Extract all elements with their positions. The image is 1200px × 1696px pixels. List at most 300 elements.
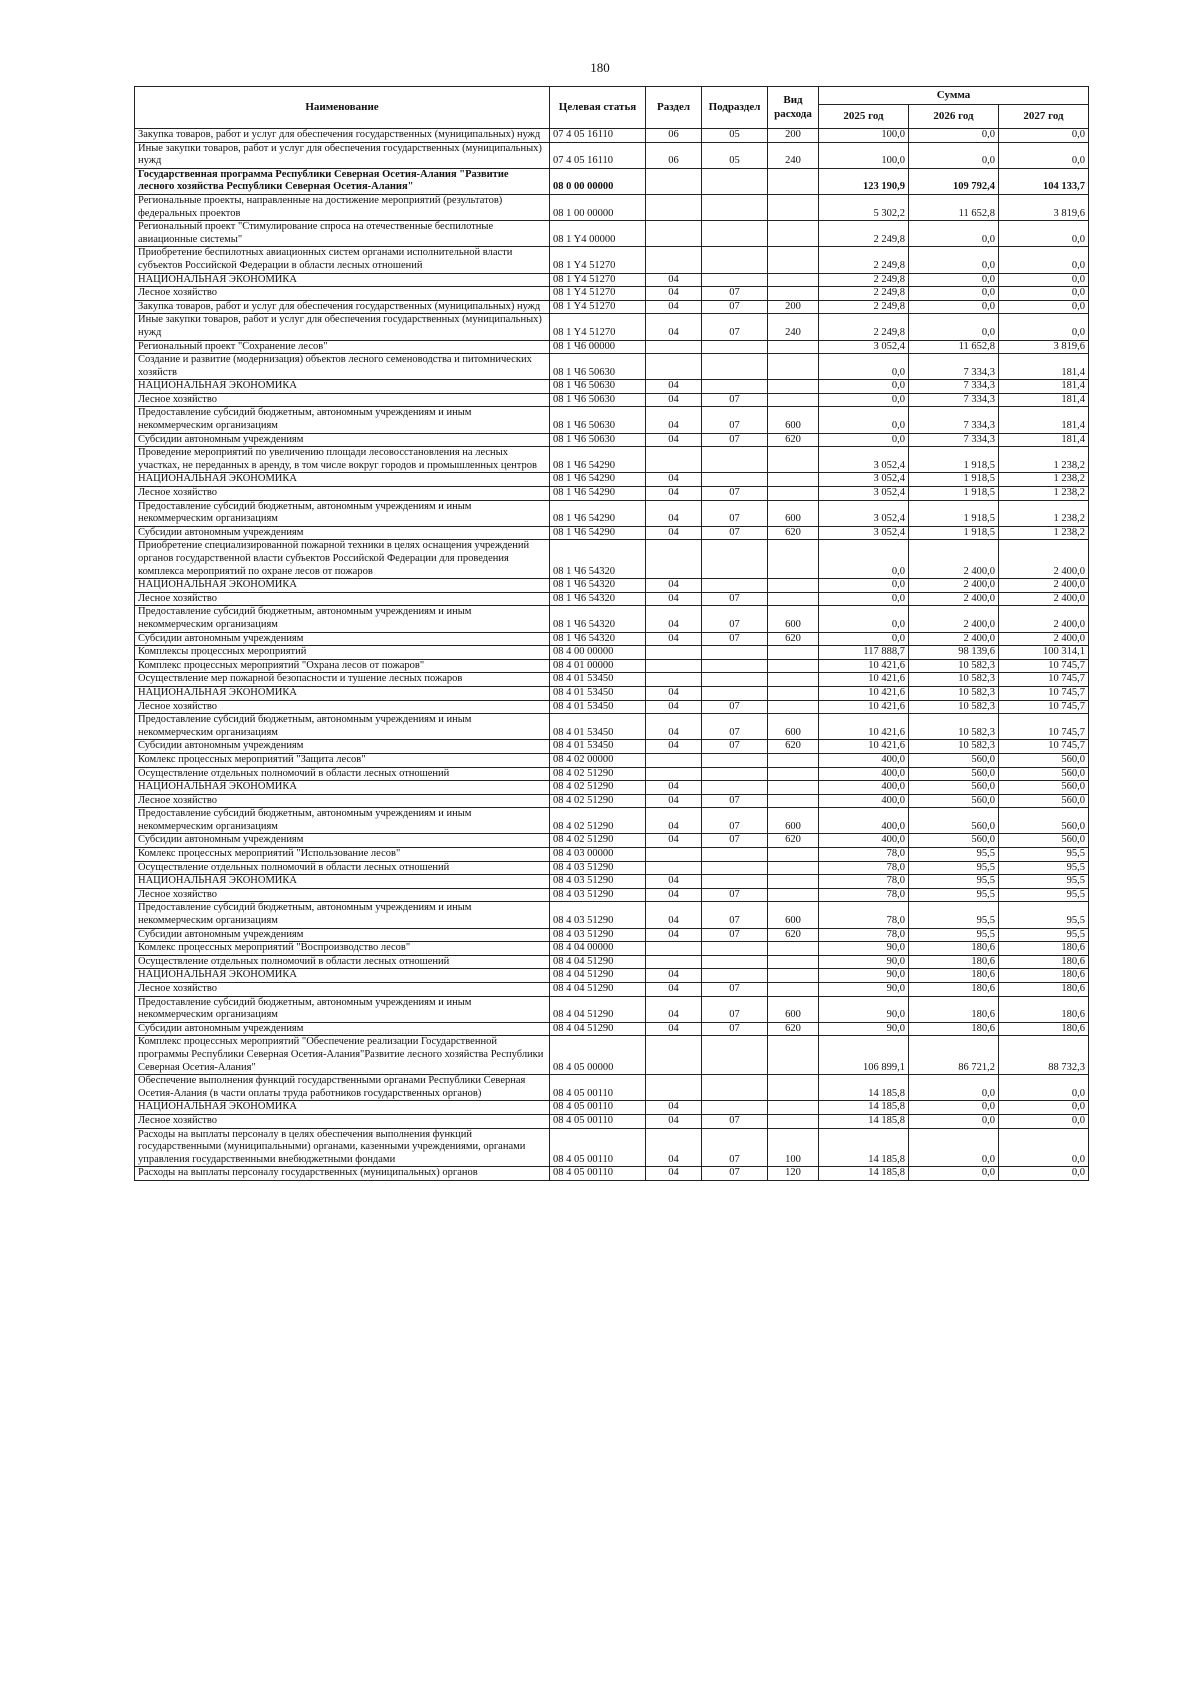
row-section: 04 — [646, 526, 702, 540]
row-sum-2025: 90,0 — [819, 969, 909, 983]
row-name: Лесное хозяйство — [135, 794, 550, 808]
row-sum-2025: 123 190,9 — [819, 168, 909, 194]
row-section: 04 — [646, 433, 702, 447]
row-name: Комлекс процессных мероприятий "Использование лесов" — [135, 848, 550, 862]
row-sum-2025: 0,0 — [819, 433, 909, 447]
row-sum-2026: 0,0 — [909, 300, 999, 314]
row-target: 08 4 01 53450 — [550, 673, 646, 687]
col-header-exp-type: Вид расхода — [768, 87, 819, 129]
row-name: Предоставление субсидий бюджетным, автономным учреждениям и иным некоммерческим организациям — [135, 808, 550, 834]
row-subsection: 07 — [702, 928, 768, 942]
row-subsection: 07 — [702, 1128, 768, 1167]
table-row — [135, 848, 1089, 862]
row-sum-2025: 78,0 — [819, 902, 909, 928]
row-sum-2026: 0,0 — [909, 1075, 999, 1101]
row-sum-2025: 400,0 — [819, 834, 909, 848]
table-row — [135, 969, 1089, 983]
row-name: Лесное хозяйство — [135, 487, 550, 501]
row-sum-2027: 95,5 — [999, 848, 1089, 862]
row-section — [646, 247, 702, 273]
row-name: Приобретение специализированной пожарной техники в целях оснащения учреждений органов государственной власти субъектов Российской Федерации для проведения комплекса мероприятий по охране лесов от пожаров — [135, 540, 550, 579]
row-section: 04 — [646, 794, 702, 808]
row-subsection — [702, 646, 768, 660]
table-row — [135, 447, 1089, 473]
row-sum-2025: 0,0 — [819, 606, 909, 632]
row-sum-2027: 181,4 — [999, 380, 1089, 394]
col-header-name: Наименование — [135, 87, 550, 129]
row-exp-type: 620 — [768, 1022, 819, 1036]
row-target: 08 4 01 53450 — [550, 700, 646, 714]
table-row — [135, 632, 1089, 646]
row-target: 08 4 03 00000 — [550, 848, 646, 862]
row-name: Комлекс процессных мероприятий "Воспроизводство лесов" — [135, 942, 550, 956]
row-sum-2025: 2 249,8 — [819, 221, 909, 247]
row-sum-2025: 14 185,8 — [819, 1167, 909, 1181]
row-exp-type — [768, 1075, 819, 1101]
row-section: 04 — [646, 1022, 702, 1036]
row-sum-2027: 2 400,0 — [999, 592, 1089, 606]
row-sum-2026: 11 652,8 — [909, 340, 999, 354]
row-section — [646, 1036, 702, 1075]
row-subsection — [702, 194, 768, 220]
row-name: НАЦИОНАЛЬНАЯ ЭКОНОМИКА — [135, 1101, 550, 1115]
row-exp-type — [768, 942, 819, 956]
row-subsection: 05 — [702, 129, 768, 143]
table-row — [135, 714, 1089, 740]
row-sum-2025: 100,0 — [819, 142, 909, 168]
row-subsection — [702, 673, 768, 687]
row-sum-2025: 0,0 — [819, 540, 909, 579]
row-sum-2027: 0,0 — [999, 287, 1089, 301]
table-body — [135, 129, 1089, 1181]
row-sum-2026: 0,0 — [909, 129, 999, 143]
row-subsection — [702, 340, 768, 354]
row-exp-type — [768, 1114, 819, 1128]
row-name: Субсидии автономным учреждениям — [135, 834, 550, 848]
row-sum-2025: 14 185,8 — [819, 1114, 909, 1128]
table-row — [135, 902, 1089, 928]
row-sum-2027: 0,0 — [999, 142, 1089, 168]
budget-table — [134, 86, 1089, 1181]
table-row — [135, 700, 1089, 714]
row-section: 04 — [646, 808, 702, 834]
row-sum-2025: 2 249,8 — [819, 314, 909, 340]
row-exp-type: 620 — [768, 928, 819, 942]
row-subsection: 07 — [702, 592, 768, 606]
row-sum-2026: 180,6 — [909, 955, 999, 969]
row-sum-2025: 90,0 — [819, 942, 909, 956]
row-sum-2026: 560,0 — [909, 767, 999, 781]
row-section: 04 — [646, 314, 702, 340]
row-name: Комплекс процессных мероприятий "Обеспечение реализации Государственной программы Республики Северная Осетия-Алания"Развитие лесного хозяйства Республики Северная Осетия-Алания" — [135, 1036, 550, 1075]
row-sum-2026: 10 582,3 — [909, 740, 999, 754]
row-sum-2025: 2 249,8 — [819, 247, 909, 273]
row-exp-type — [768, 1101, 819, 1115]
row-exp-type: 600 — [768, 808, 819, 834]
row-sum-2025: 0,0 — [819, 393, 909, 407]
row-subsection: 07 — [702, 526, 768, 540]
row-sum-2026: 0,0 — [909, 247, 999, 273]
row-sum-2026: 7 334,3 — [909, 433, 999, 447]
row-section: 04 — [646, 300, 702, 314]
row-target: 08 1 Ч6 54320 — [550, 606, 646, 632]
table-row — [135, 875, 1089, 889]
row-sum-2027: 0,0 — [999, 129, 1089, 143]
row-exp-type: 240 — [768, 314, 819, 340]
row-subsection — [702, 354, 768, 380]
table-row — [135, 767, 1089, 781]
row-sum-2025: 100,0 — [819, 129, 909, 143]
row-exp-type — [768, 983, 819, 997]
row-sum-2027: 0,0 — [999, 300, 1089, 314]
row-exp-type — [768, 380, 819, 394]
row-section — [646, 221, 702, 247]
row-sum-2026: 0,0 — [909, 1167, 999, 1181]
row-subsection — [702, 1036, 768, 1075]
row-sum-2026: 1 918,5 — [909, 500, 999, 526]
row-subsection: 07 — [702, 808, 768, 834]
row-target: 08 4 02 51290 — [550, 767, 646, 781]
row-subsection: 07 — [702, 1022, 768, 1036]
table-row — [135, 380, 1089, 394]
table-row — [135, 808, 1089, 834]
table-row — [135, 1075, 1089, 1101]
row-name: Иные закупки товаров, работ и услуг для обеспечения государственных (муниципальных) нужд — [135, 142, 550, 168]
row-target: 08 4 03 51290 — [550, 888, 646, 902]
row-exp-type — [768, 848, 819, 862]
row-subsection — [702, 781, 768, 795]
row-subsection: 07 — [702, 888, 768, 902]
row-section: 04 — [646, 473, 702, 487]
row-subsection — [702, 447, 768, 473]
row-name: Субсидии автономным учреждениям — [135, 928, 550, 942]
row-subsection — [702, 1101, 768, 1115]
row-name: Осуществление отдельных полномочий в области лесных отношений — [135, 767, 550, 781]
row-sum-2026: 10 582,3 — [909, 673, 999, 687]
row-section: 04 — [646, 500, 702, 526]
row-sum-2027: 3 819,6 — [999, 194, 1089, 220]
row-subsection — [702, 273, 768, 287]
row-sum-2025: 14 185,8 — [819, 1101, 909, 1115]
row-section: 04 — [646, 686, 702, 700]
row-exp-type — [768, 781, 819, 795]
row-subsection: 07 — [702, 740, 768, 754]
row-target: 08 1 Y4 51270 — [550, 247, 646, 273]
row-sum-2026: 180,6 — [909, 983, 999, 997]
row-sum-2027: 0,0 — [999, 1167, 1089, 1181]
row-exp-type — [768, 354, 819, 380]
table-row — [135, 487, 1089, 501]
row-name: НАЦИОНАЛЬНАЯ ЭКОНОМИКА — [135, 686, 550, 700]
row-sum-2025: 10 421,6 — [819, 700, 909, 714]
row-target: 08 1 Ч6 54320 — [550, 579, 646, 593]
row-sum-2027: 180,6 — [999, 969, 1089, 983]
row-exp-type: 620 — [768, 834, 819, 848]
col-header-subsection: Подраздел — [702, 87, 768, 129]
row-section: 04 — [646, 781, 702, 795]
row-sum-2027: 10 745,7 — [999, 673, 1089, 687]
col-header-2027: 2027 год — [999, 105, 1089, 129]
row-sum-2027: 560,0 — [999, 753, 1089, 767]
row-sum-2027: 0,0 — [999, 247, 1089, 273]
row-exp-type — [768, 247, 819, 273]
row-sum-2026: 2 400,0 — [909, 540, 999, 579]
row-subsection: 07 — [702, 834, 768, 848]
row-name: Лесное хозяйство — [135, 700, 550, 714]
row-target: 08 4 03 51290 — [550, 875, 646, 889]
row-exp-type: 120 — [768, 1167, 819, 1181]
row-exp-type — [768, 393, 819, 407]
row-sum-2025: 400,0 — [819, 753, 909, 767]
row-sum-2026: 1 918,5 — [909, 473, 999, 487]
row-subsection — [702, 1075, 768, 1101]
row-sum-2026: 7 334,3 — [909, 393, 999, 407]
row-sum-2027: 95,5 — [999, 928, 1089, 942]
row-sum-2027: 95,5 — [999, 875, 1089, 889]
row-subsection: 07 — [702, 314, 768, 340]
row-target: 08 1 Ч6 50630 — [550, 393, 646, 407]
row-sum-2026: 2 400,0 — [909, 579, 999, 593]
row-sum-2026: 560,0 — [909, 808, 999, 834]
row-section: 06 — [646, 129, 702, 143]
row-sum-2026: 109 792,4 — [909, 168, 999, 194]
row-section: 04 — [646, 700, 702, 714]
row-sum-2026: 180,6 — [909, 969, 999, 983]
row-name: Субсидии автономным учреждениям — [135, 632, 550, 646]
row-section: 04 — [646, 1167, 702, 1181]
row-name: НАЦИОНАЛЬНАЯ ЭКОНОМИКА — [135, 969, 550, 983]
row-name: НАЦИОНАЛЬНАЯ ЭКОНОМИКА — [135, 273, 550, 287]
row-sum-2025: 78,0 — [819, 848, 909, 862]
row-target: 08 4 01 00000 — [550, 659, 646, 673]
table-row — [135, 526, 1089, 540]
row-sum-2027: 180,6 — [999, 1022, 1089, 1036]
row-target: 08 1 Ч6 54290 — [550, 487, 646, 501]
row-section: 04 — [646, 1114, 702, 1128]
row-sum-2025: 0,0 — [819, 354, 909, 380]
row-sum-2026: 10 582,3 — [909, 714, 999, 740]
row-target: 08 1 Y4 51270 — [550, 287, 646, 301]
row-sum-2026: 7 334,3 — [909, 354, 999, 380]
row-section: 04 — [646, 928, 702, 942]
row-name: Комлекс процессных мероприятий "Защита лесов" — [135, 753, 550, 767]
row-target: 08 4 01 53450 — [550, 714, 646, 740]
row-sum-2025: 78,0 — [819, 888, 909, 902]
table-row — [135, 540, 1089, 579]
row-subsection: 07 — [702, 1167, 768, 1181]
row-section — [646, 673, 702, 687]
row-target: 08 4 02 51290 — [550, 794, 646, 808]
row-sum-2026: 95,5 — [909, 861, 999, 875]
row-sum-2027: 10 745,7 — [999, 686, 1089, 700]
row-section — [646, 955, 702, 969]
row-section: 04 — [646, 902, 702, 928]
row-sum-2026: 180,6 — [909, 996, 999, 1022]
row-exp-type — [768, 273, 819, 287]
row-exp-type — [768, 686, 819, 700]
row-section: 04 — [646, 287, 702, 301]
row-sum-2025: 10 421,6 — [819, 659, 909, 673]
row-exp-type: 620 — [768, 526, 819, 540]
row-exp-type: 620 — [768, 433, 819, 447]
row-section: 04 — [646, 606, 702, 632]
row-target: 08 1 Ч6 54320 — [550, 632, 646, 646]
row-sum-2025: 78,0 — [819, 875, 909, 889]
row-name: Предоставление субсидий бюджетным, автономным учреждениям и иным некоммерческим организациям — [135, 407, 550, 433]
row-name: Комплекс процессных мероприятий "Охрана лесов от пожаров" — [135, 659, 550, 673]
table-row — [135, 686, 1089, 700]
row-subsection: 07 — [702, 407, 768, 433]
row-subsection — [702, 969, 768, 983]
row-subsection: 07 — [702, 996, 768, 1022]
row-sum-2027: 0,0 — [999, 1128, 1089, 1167]
row-name: Субсидии автономным учреждениям — [135, 526, 550, 540]
row-target: 08 1 Ч6 50630 — [550, 354, 646, 380]
col-header-2026: 2026 год — [909, 105, 999, 129]
row-subsection — [702, 848, 768, 862]
row-sum-2027: 0,0 — [999, 314, 1089, 340]
row-subsection — [702, 540, 768, 579]
row-sum-2027: 180,6 — [999, 955, 1089, 969]
row-sum-2025: 3 052,4 — [819, 447, 909, 473]
row-sum-2027: 0,0 — [999, 1101, 1089, 1115]
row-exp-type: 620 — [768, 740, 819, 754]
row-section — [646, 447, 702, 473]
row-sum-2026: 2 400,0 — [909, 632, 999, 646]
row-subsection: 07 — [702, 700, 768, 714]
row-target: 08 1 Ч6 54290 — [550, 526, 646, 540]
row-target: 08 4 04 51290 — [550, 983, 646, 997]
row-sum-2027: 95,5 — [999, 888, 1089, 902]
row-section: 04 — [646, 380, 702, 394]
table-row — [135, 983, 1089, 997]
row-sum-2026: 95,5 — [909, 848, 999, 862]
row-target: 08 4 04 00000 — [550, 942, 646, 956]
row-sum-2025: 14 185,8 — [819, 1075, 909, 1101]
table-row — [135, 273, 1089, 287]
row-section: 04 — [646, 834, 702, 848]
row-exp-type — [768, 221, 819, 247]
table-row — [135, 753, 1089, 767]
row-name: Региональный проект "Сохранение лесов" — [135, 340, 550, 354]
row-sum-2026: 0,0 — [909, 1114, 999, 1128]
row-subsection — [702, 767, 768, 781]
row-name: НАЦИОНАЛЬНАЯ ЭКОНОМИКА — [135, 781, 550, 795]
row-sum-2027: 100 314,1 — [999, 646, 1089, 660]
row-exp-type — [768, 592, 819, 606]
row-exp-type — [768, 969, 819, 983]
table-row — [135, 473, 1089, 487]
row-sum-2027: 1 238,2 — [999, 500, 1089, 526]
row-target: 08 1 Y4 00000 — [550, 221, 646, 247]
row-sum-2025: 78,0 — [819, 928, 909, 942]
row-section: 04 — [646, 487, 702, 501]
row-subsection — [702, 168, 768, 194]
row-exp-type — [768, 875, 819, 889]
row-target: 08 1 Ч6 54290 — [550, 447, 646, 473]
row-subsection: 07 — [702, 300, 768, 314]
row-target: 08 4 03 51290 — [550, 902, 646, 928]
row-sum-2025: 106 899,1 — [819, 1036, 909, 1075]
row-sum-2026: 0,0 — [909, 1101, 999, 1115]
row-target: 08 1 Ч6 50630 — [550, 380, 646, 394]
row-section: 04 — [646, 393, 702, 407]
row-section — [646, 194, 702, 220]
row-sum-2027: 2 400,0 — [999, 540, 1089, 579]
row-sum-2026: 1 918,5 — [909, 526, 999, 540]
row-sum-2025: 90,0 — [819, 1022, 909, 1036]
row-sum-2027: 0,0 — [999, 1075, 1089, 1101]
row-sum-2025: 2 249,8 — [819, 300, 909, 314]
table-row — [135, 1128, 1089, 1167]
row-exp-type — [768, 861, 819, 875]
row-exp-type: 600 — [768, 996, 819, 1022]
row-exp-type: 600 — [768, 500, 819, 526]
row-sum-2026: 7 334,3 — [909, 380, 999, 394]
row-sum-2027: 2 400,0 — [999, 606, 1089, 632]
row-sum-2026: 180,6 — [909, 942, 999, 956]
table-row — [135, 354, 1089, 380]
row-target: 08 1 Y4 51270 — [550, 314, 646, 340]
row-name: Расходы на выплаты персоналу государственных (муниципальных) органов — [135, 1167, 550, 1181]
row-name: Осуществление отдельных полномочий в области лесных отношений — [135, 955, 550, 969]
table-row — [135, 834, 1089, 848]
table-row — [135, 221, 1089, 247]
row-exp-type — [768, 1036, 819, 1075]
row-subsection: 07 — [702, 983, 768, 997]
table-row — [135, 287, 1089, 301]
row-subsection: 07 — [702, 487, 768, 501]
row-section: 04 — [646, 592, 702, 606]
col-header-target: Целевая статья — [550, 87, 646, 129]
table-row — [135, 1167, 1089, 1181]
row-subsection — [702, 473, 768, 487]
row-sum-2026: 98 139,6 — [909, 646, 999, 660]
row-target: 08 1 Ч6 00000 — [550, 340, 646, 354]
row-target: 08 1 Ч6 54320 — [550, 540, 646, 579]
row-name: НАЦИОНАЛЬНАЯ ЭКОНОМИКА — [135, 380, 550, 394]
row-subsection — [702, 380, 768, 394]
row-sum-2027: 560,0 — [999, 794, 1089, 808]
row-section: 04 — [646, 875, 702, 889]
row-name: Региональный проект "Стимулирование спроса на отечественные беспилотные авиационные системы" — [135, 221, 550, 247]
row-subsection: 05 — [702, 142, 768, 168]
row-sum-2026: 2 400,0 — [909, 592, 999, 606]
row-target: 08 1 Ч6 50630 — [550, 433, 646, 447]
table-row — [135, 928, 1089, 942]
row-sum-2027: 180,6 — [999, 983, 1089, 997]
table-row — [135, 592, 1089, 606]
row-subsection: 07 — [702, 433, 768, 447]
row-sum-2027: 10 745,7 — [999, 714, 1089, 740]
row-sum-2025: 0,0 — [819, 632, 909, 646]
table-row — [135, 673, 1089, 687]
table-row — [135, 646, 1089, 660]
row-sum-2025: 14 185,8 — [819, 1128, 909, 1167]
row-exp-type: 240 — [768, 142, 819, 168]
row-sum-2025: 117 888,7 — [819, 646, 909, 660]
row-target: 08 4 02 51290 — [550, 834, 646, 848]
row-subsection — [702, 659, 768, 673]
row-subsection: 07 — [702, 606, 768, 632]
row-sum-2025: 3 052,4 — [819, 473, 909, 487]
row-subsection: 07 — [702, 902, 768, 928]
row-sum-2025: 3 052,4 — [819, 526, 909, 540]
row-sum-2026: 10 582,3 — [909, 686, 999, 700]
row-exp-type — [768, 753, 819, 767]
row-name: Закупка товаров, работ и услуг для обеспечения государственных (муниципальных) нужд — [135, 129, 550, 143]
row-section: 04 — [646, 983, 702, 997]
